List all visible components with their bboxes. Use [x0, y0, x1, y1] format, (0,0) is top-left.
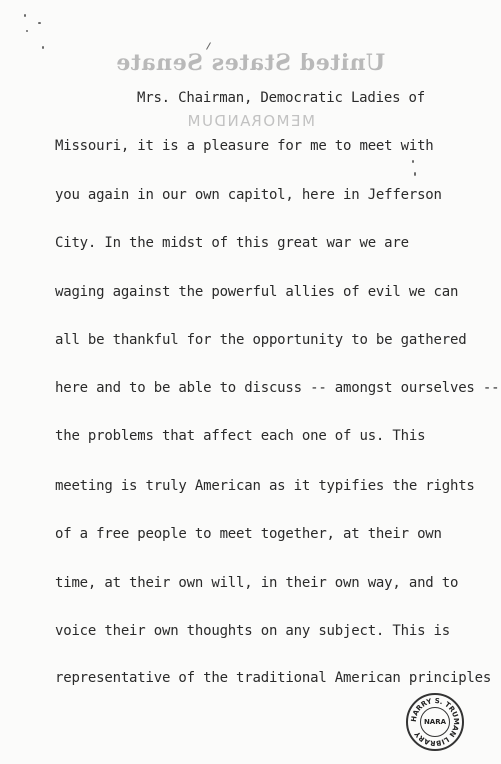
mirrored-heading: MEMORANDUM: [186, 112, 315, 130]
scan-speck: [42, 46, 44, 49]
scan-speck: [38, 22, 41, 24]
body-line-11: voice their own thoughts on any subject. This is: [55, 623, 450, 639]
stamp-center: NARA: [420, 707, 450, 737]
body-line-12: representative of the traditional American principles: [55, 670, 492, 686]
scan-speck: [24, 14, 26, 17]
body-line-6: here and to be able to discuss -- amongst ourselves --: [55, 380, 500, 396]
svg-text:HARRY S. TRUMAN LIBRARY: HARRY S. TRUMAN LIBRARY: [409, 696, 461, 748]
body-line-2: you again in our own capitol, here in Jefferson: [55, 187, 442, 203]
body-line-10: time, at their own will, in their own way, and to: [55, 575, 459, 591]
scan-speck: [414, 172, 416, 176]
body-line-9: of a free people to meet together, at their own: [55, 526, 442, 542]
scan-speck: [412, 160, 414, 163]
library-stamp-seal-icon: [406, 693, 464, 751]
letterhead: United States Senate: [115, 50, 386, 76]
body-line-3: City. In the midst of this great war we are: [55, 235, 409, 251]
body-line-1: Missouri, it is a pleasure for me to meet with: [55, 138, 434, 154]
body-line-8: meeting is truly American as it typifies the rights: [55, 478, 475, 494]
body-line-5: all be thankful for the opportunity to be gathered: [55, 332, 467, 348]
body-line-4: waging against the powerful allies of evil we can: [55, 284, 459, 300]
body-line-7: the problems that affect each one of us. This: [55, 428, 426, 444]
scan-speck: [26, 30, 28, 32]
salutation: Mrs. Chairman, Democratic Ladies of: [137, 90, 426, 106]
scan-speck: [206, 42, 211, 49]
